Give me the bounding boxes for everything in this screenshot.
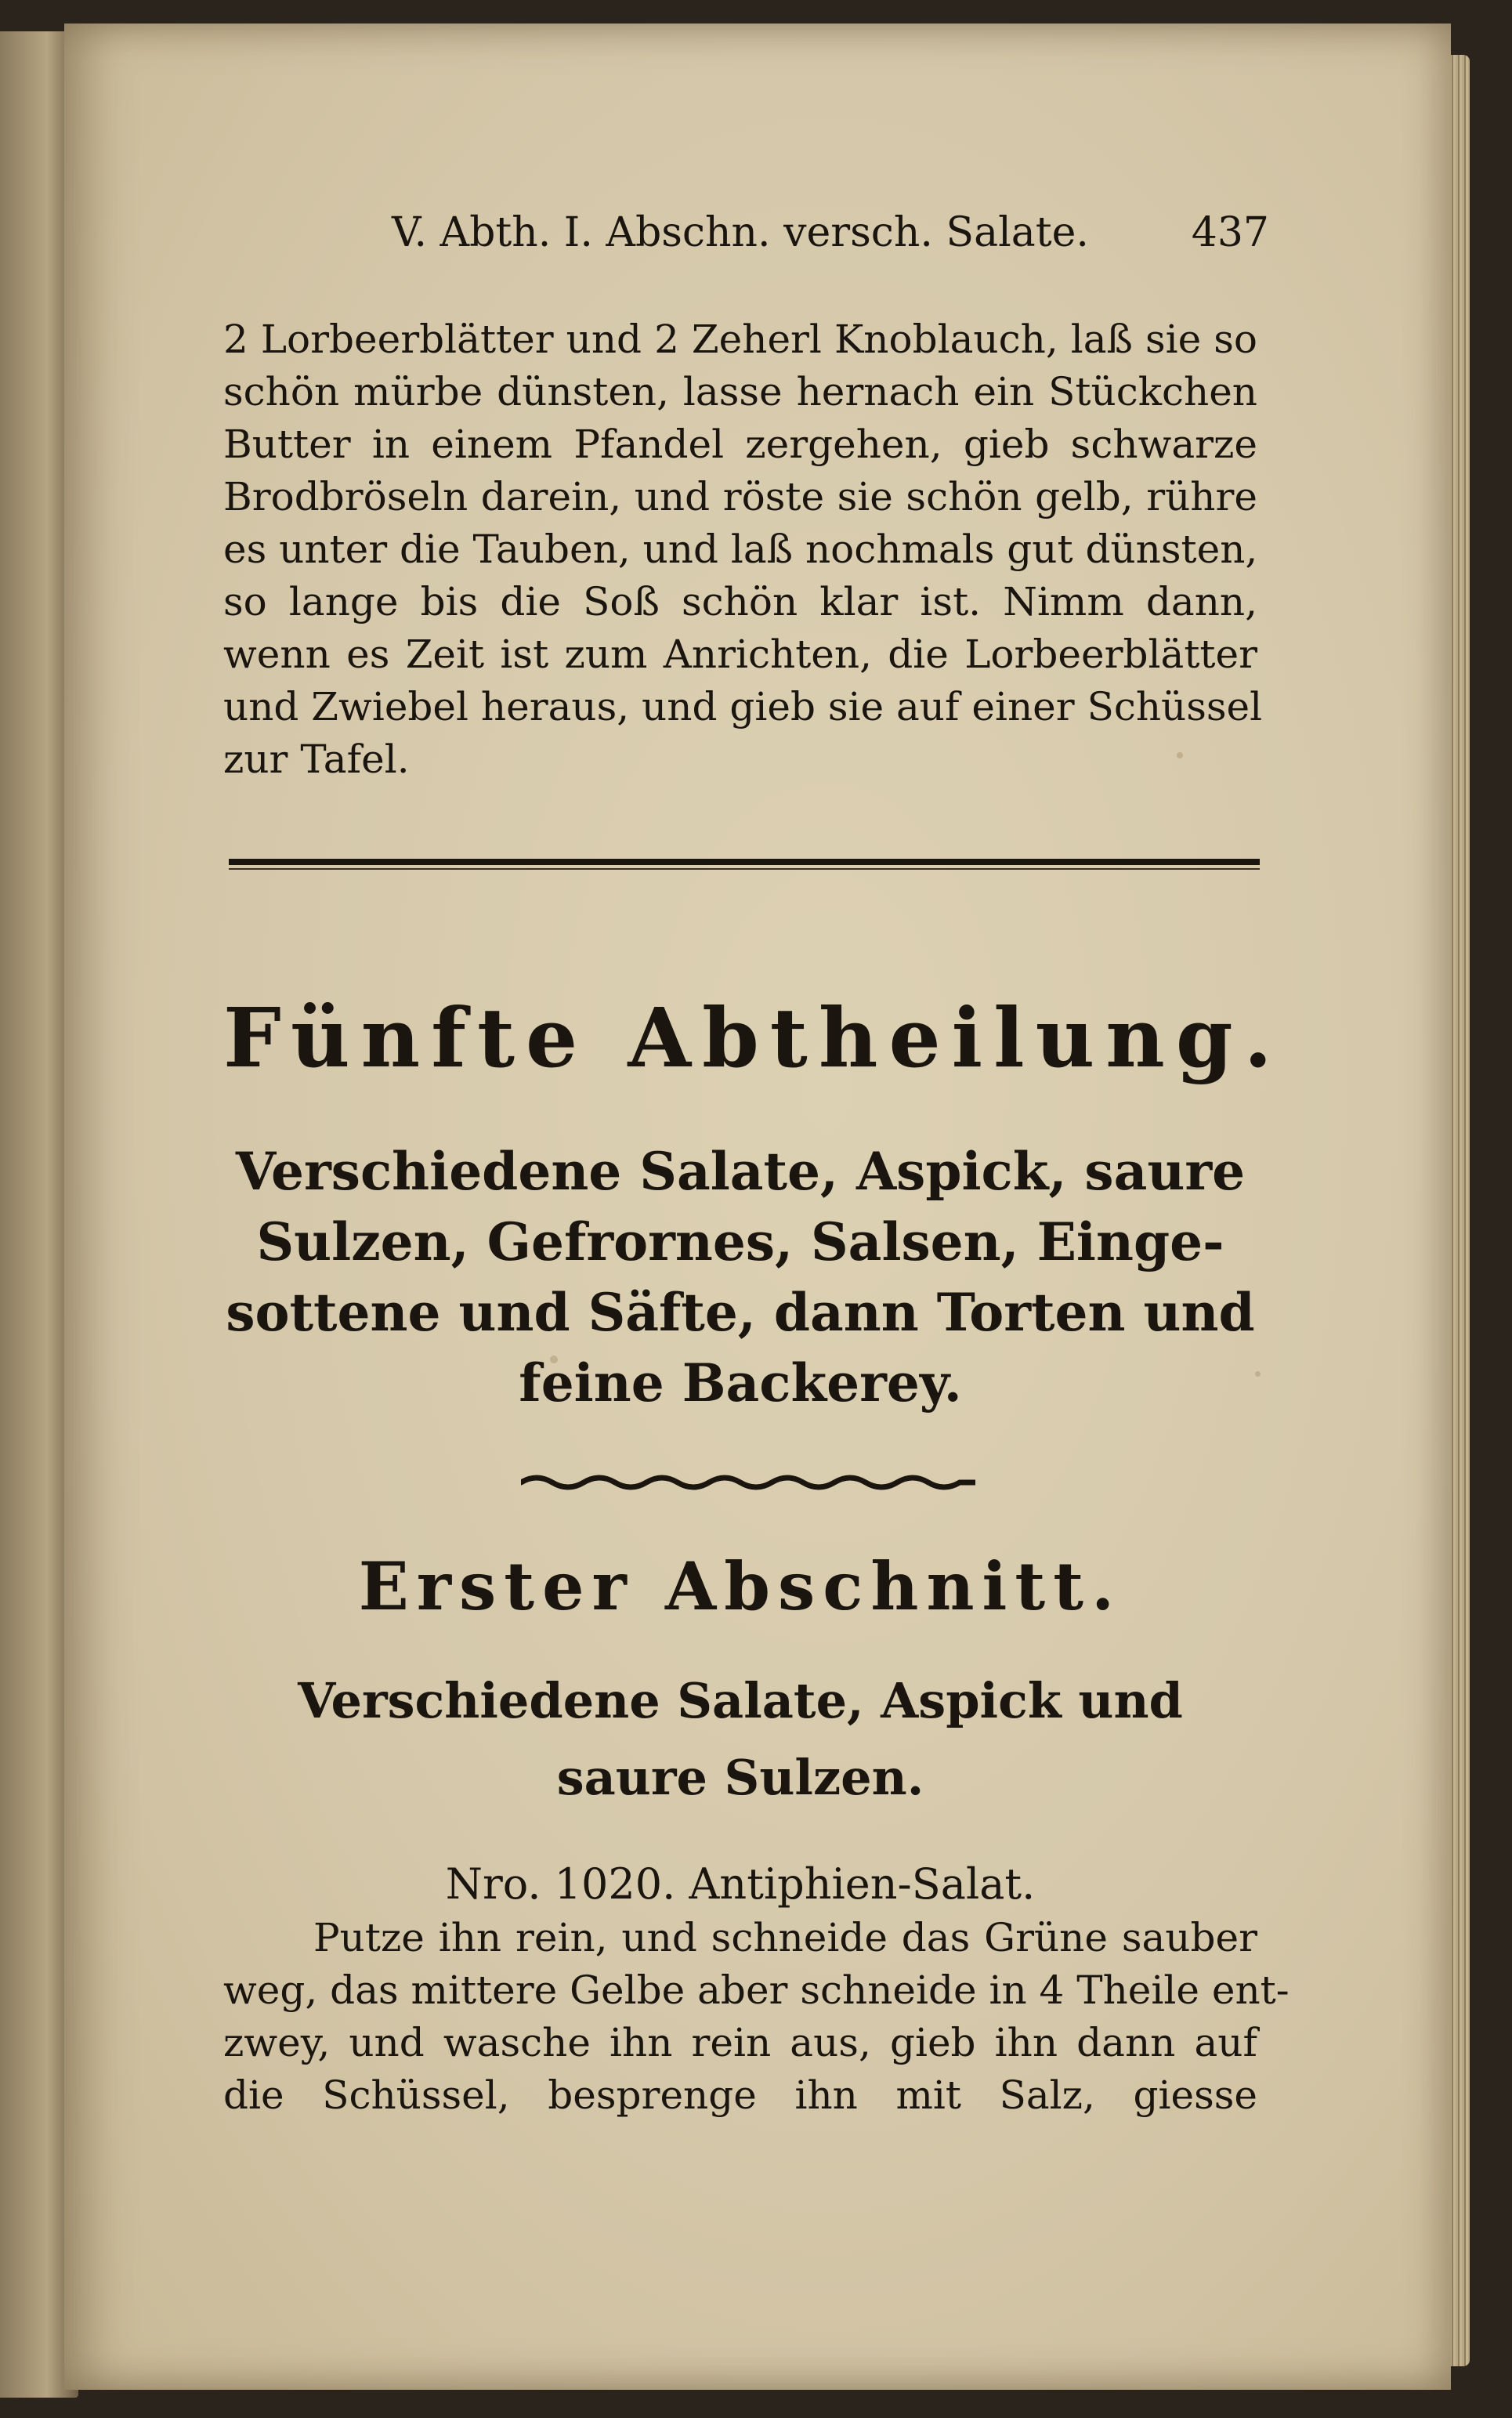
recipe-heading: Nro. 1020. Antiphien-Salat.	[445, 1859, 1036, 1909]
text-line: Putze ihn rein, und schneide das Grüne sauber	[313, 1915, 1257, 1960]
text-line: zwey, und wasche ihn rein aus, gieb ihn dann auf	[223, 2020, 1257, 2065]
part-subtitle-line: sottene und Säfte, dann Torten und	[226, 1282, 1255, 1343]
part-title: Fünfte Abtheilung.	[223, 990, 1283, 1086]
section-rule	[229, 859, 1260, 865]
page-number: 437	[1191, 209, 1269, 256]
text-line: die Schüssel, besprenge ihn mit Salz, giesse	[223, 2072, 1257, 2118]
text-line: schön mürbe dünsten, lasse hernach ein Stückchen	[223, 369, 1257, 414]
part-subtitle-line: feine Backerey.	[519, 1352, 962, 1414]
section-title: Erster Abschnitt.	[358, 1547, 1123, 1625]
text-line: so lange bis die Soß schön klar ist. Nimm dann,	[223, 579, 1257, 624]
running-head	[392, 205, 1269, 260]
section-rule-thin	[229, 868, 1260, 870]
text-line: es unter die Tauben, und laß nochmals gut dünsten,	[223, 527, 1258, 572]
part-subtitle-line: Sulzen, Gefrornes, Salsen, Einge-	[256, 1211, 1224, 1272]
section-subtitle-line: Verschiedene Salate, Aspick und	[298, 1672, 1183, 1729]
text-line: weg, das mittere Gelbe aber schneide in 4 Theile ent-	[223, 1967, 1290, 2013]
section-subtitle-line: saure Sulzen.	[556, 1749, 924, 1806]
text-line: 2 Lorbeerblätter und 2 Zeherl Knoblauch, laß sie so	[223, 317, 1257, 362]
text-line: Brodbröseln darein, und röste sie schön gelb, rühre	[223, 474, 1257, 519]
text-line: zur Tafel.	[223, 737, 410, 782]
text-line: Butter in einem Pfandel zergehen, gieb schwarze	[223, 422, 1257, 467]
wave-ornament	[521, 1465, 975, 1497]
running-head-title: V. Abth. I. Abschn. versch. Salate.	[392, 209, 1089, 256]
text-line: wenn es Zeit ist zum Anrichten, die Lorbeerblätter	[223, 632, 1257, 677]
text-line: und Zwiebel heraus, und gieb sie auf einer Schüssel	[223, 684, 1263, 729]
part-subtitle-line: Verschiedene Salate, Aspick, saure	[235, 1141, 1246, 1202]
